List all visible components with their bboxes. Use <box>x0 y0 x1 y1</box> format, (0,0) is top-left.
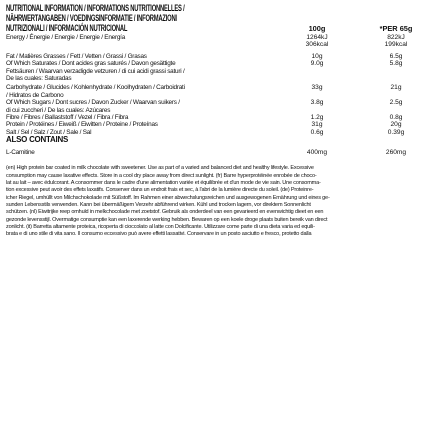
nutrient-label: Fibre / Fibres / Ballaststoff / Vezel / Fibra / Fibra <box>6 114 129 122</box>
energy-kj-serving: 822kJ <box>387 34 405 41</box>
nutrient-value-100g: 0.6g <box>310 128 324 136</box>
nutrient-value-100g: 3.8g <box>310 99 324 107</box>
nutrient-table <box>6 53 438 136</box>
nutrient-row <box>6 99 438 106</box>
nutrient-label: De las cuales: Saturadas <box>6 75 72 83</box>
nutrient-value-serving: 20g <box>390 121 402 129</box>
also-contains-value-100g: 400mg <box>306 148 328 156</box>
legal-text-line: sunden Lebensstils verwenden. Kann bei übermäßigem Verzehr abführend wirken. Kühl und trocken lagern, vor direktem Sonnenlicht <box>6 201 311 208</box>
nutrient-row <box>6 121 438 128</box>
nutrient-value-serving: 0.39g <box>387 128 405 136</box>
legal-text-line: (en) High protein bar coated in milk chocolate with sweetener. Use as part of a varied and balanced diet and healthy lifestyle. Excessive <box>6 165 314 172</box>
legal-text-line: consumption may cause laxative effects. Store in a cool dry place away from direct sunlight. (fr) Barre hyperprotéinée enrobée de choco- <box>6 172 317 179</box>
also-contains-table <box>6 149 438 156</box>
nutrient-label: Protein / Protéines / Eiweiß / Eiwitten / Proteine / Proteínas <box>6 121 158 129</box>
nutrient-label: Fettsäuren / Waarvan verzadigde vetzuren / di cui acidi grassi saturi / <box>6 67 185 75</box>
legal-text-line: schützen. (nl) Eiwitrijke reep omhuld in melkchocolade met zoetstof. Gebruik als onderdeel van een gevarieerd en evenwichtig dieet en een <box>6 209 324 216</box>
column-header-per-100g: 100g <box>308 24 326 33</box>
nutrient-label: Of Which Saturates / Dont acides gras saturés / Davon gesättigte <box>6 60 176 68</box>
nutrient-row <box>6 114 438 121</box>
nutrient-value-serving: 5.8g <box>389 60 403 68</box>
header-line-1: NUTRITIONAL INFORMATION / INFORMATIONS NUTRITIONNELLES / <box>6 3 185 14</box>
nutrient-value-100g: 9.0g <box>310 60 324 68</box>
nutrient-row <box>6 92 438 99</box>
energy-kj-100g: 1264kJ <box>306 34 328 41</box>
legal-text <box>6 165 438 238</box>
nutrient-label: / Hidratos de Carbono <box>6 91 64 99</box>
nutrient-value-100g: 10g <box>311 52 323 60</box>
energy-kcal-100g: 306kcal <box>305 41 329 49</box>
nutrient-value-100g: 1.2g <box>310 114 324 122</box>
nutrient-label: di cui zuccheri / De las cuales: Azúcares <box>6 106 111 114</box>
energy-kcal-serving: 199kcal <box>384 41 408 49</box>
nutrient-value-serving: 21g <box>390 84 402 92</box>
legal-text-line: zonlicht. (it) Barretta altamente proteica, ricoperta di cioccolato al latte con Dolcificante. Utilizzare come parte di una dieta varia ed equili- <box>6 224 315 231</box>
legal-text-line: lat au lait – avec édulcorant. A consommer dans le cadre d'une alimentation variée et équilibrée et d'un mode de vie sain. Une consomma- <box>6 179 321 186</box>
nutrient-row <box>6 129 438 136</box>
nutrient-row <box>6 53 438 60</box>
nutrient-row <box>6 75 438 82</box>
energy-row <box>6 34 438 49</box>
also-contains-value-serving: 260mg <box>385 148 407 156</box>
column-headers <box>6 24 438 34</box>
legal-text-line: icher Riegel, umhüllt von Milchschokolade mit Süßstoff. Im Rahmen einer abwechslungsreichen und ausgewogenen Ernährung und eines ge- <box>6 194 330 201</box>
also-contains-label: L-Carnitine <box>6 148 35 156</box>
nutrient-value-serving: 0.8g <box>389 114 403 122</box>
energy-label: Energy / Énergie / Energie / Energie / Energía <box>6 34 126 41</box>
column-header-per-serving: *PER 65g <box>379 24 413 33</box>
nutrient-row <box>6 107 438 114</box>
nutrient-label: Of Which Sugars / Dont sucres / Davon Zucker / Waarvan suikers / <box>6 99 180 107</box>
legal-text-line: gezonde levensstijl. Overmatige consumptie kan een laxerende werking hebben. Bewaren op een koele droge plaats buiten bereik van direct <box>6 216 328 223</box>
nutrient-label: Fat / Matières Grasses / Fett / Vetten / Grassi / Grasas <box>6 52 147 60</box>
nutrient-row <box>6 68 438 75</box>
nutrient-row <box>6 60 438 67</box>
nutrient-value-100g: 31g <box>311 121 323 129</box>
header-line-2: NÄHRWERTANGABEN / VOEDINGSINFORMATIE / INFORMAZIONI <box>6 13 177 24</box>
nutrient-value-serving: 6.5g <box>389 52 403 60</box>
legal-text-line: tion excessive peut avoir des effets laxatifs. Conserver dans un endroit frais et sec, à l'abri de la lumière directe du soleil. (de) Proteinre- <box>6 187 314 194</box>
nutrient-label: Carbohydrate / Glucides / Kohlenhydrate / Koolhydraten / Carboidrati <box>6 84 185 92</box>
also-contains-row <box>6 149 438 156</box>
header-line-3: NUTRIZIONALI / INFORMACIÓN NUTRICIONAL <box>6 23 128 34</box>
also-contains-title: ALSO CONTAINS <box>6 135 69 145</box>
nutrient-label: Salt / Sel / Salz / Zout / Sale / Sal <box>6 128 92 136</box>
legal-text-line: brata e di uno stile di vita sano. Il consumo eccessivo può avere effetti lassativi. Conservare in un posto asciutto e fresco, protetto dalla <box>6 231 312 238</box>
nutrient-value-serving: 2.5g <box>389 99 403 107</box>
nutrient-row <box>6 84 438 91</box>
nutrient-value-100g: 33g <box>311 84 323 92</box>
